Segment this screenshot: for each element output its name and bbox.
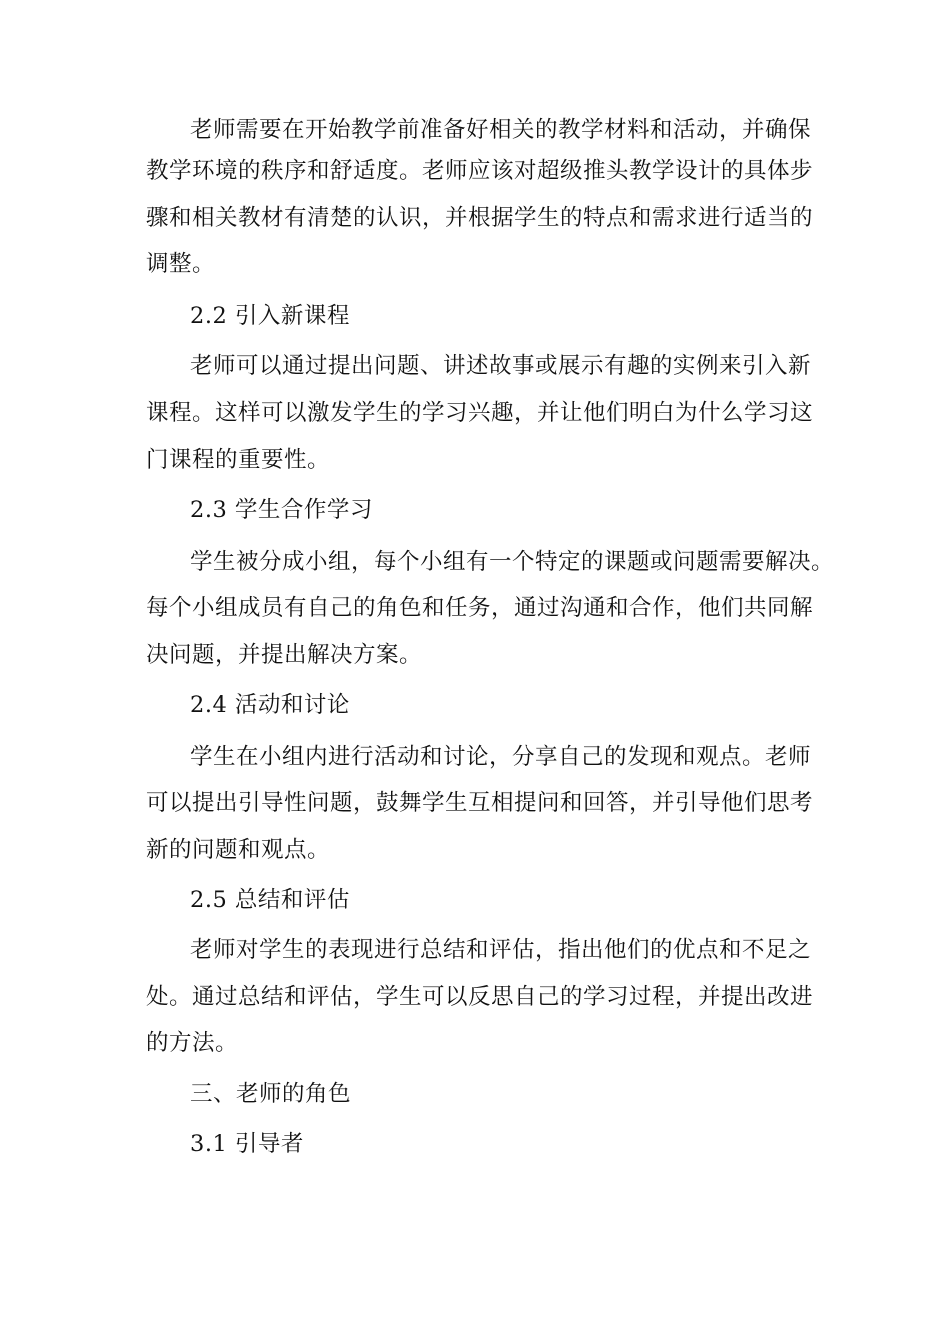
- section-heading-2-5: 2.5 总结和评估: [190, 887, 350, 913]
- paragraph-1-line-4: 调整。: [146, 251, 216, 277]
- paragraph-1-line-1: 老师需要在开始教学前准备好相关的教学材料和活动，并确保: [190, 117, 812, 143]
- paragraph-2-line-1: 老师可以通过提出问题、讲述故事或展示有趣的实例来引入新: [190, 353, 812, 379]
- paragraph-3-line-2: 每个小组成员有自己的角色和任务，通过沟通和合作，他们共同解: [146, 595, 814, 621]
- paragraph-2-line-3: 门课程的重要性。: [146, 447, 331, 473]
- paragraph-1-line-3: 骤和相关教材有清楚的认识，并根据学生的特点和需求进行适当的: [146, 205, 814, 231]
- section-heading-2-2: 2.2 引入新课程: [190, 303, 350, 329]
- section-heading-2-3: 2.3 学生合作学习: [190, 497, 373, 523]
- paragraph-5-line-1: 老师对学生的表现进行总结和评估，指出他们的优点和不足之: [190, 937, 812, 963]
- paragraph-3-line-1: 学生被分成小组，每个小组有一个特定的课题或问题需要解决。: [190, 549, 835, 575]
- section-heading-2-4: 2.4 活动和讨论: [190, 692, 350, 718]
- paragraph-5-line-3: 的方法。: [146, 1030, 239, 1056]
- paragraph-4-line-2: 可以提出引导性问题，鼓舞学生互相提问和回答，并引导他们思考: [146, 790, 814, 816]
- paragraph-5-line-2: 处。通过总结和评估，学生可以反思自己的学习过程，并提出改进: [146, 984, 814, 1010]
- paragraph-1-line-2: 教学环境的秩序和舒适度。老师应该对超级推头教学设计的具体步: [146, 158, 814, 184]
- chapter-heading-3: 三、老师的角色: [190, 1081, 352, 1107]
- paragraph-2-line-2: 课程。这样可以激发学生的学习兴趣，并让他们明白为什么学习这: [146, 400, 814, 426]
- paragraph-4-line-1: 学生在小组内进行活动和讨论，分享自己的发现和观点。老师: [190, 744, 812, 770]
- paragraph-4-line-3: 新的问题和观点。: [146, 837, 331, 863]
- paragraph-3-line-3: 决问题，并提出解决方案。: [146, 642, 423, 668]
- section-heading-3-1: 3.1 引导者: [190, 1131, 304, 1157]
